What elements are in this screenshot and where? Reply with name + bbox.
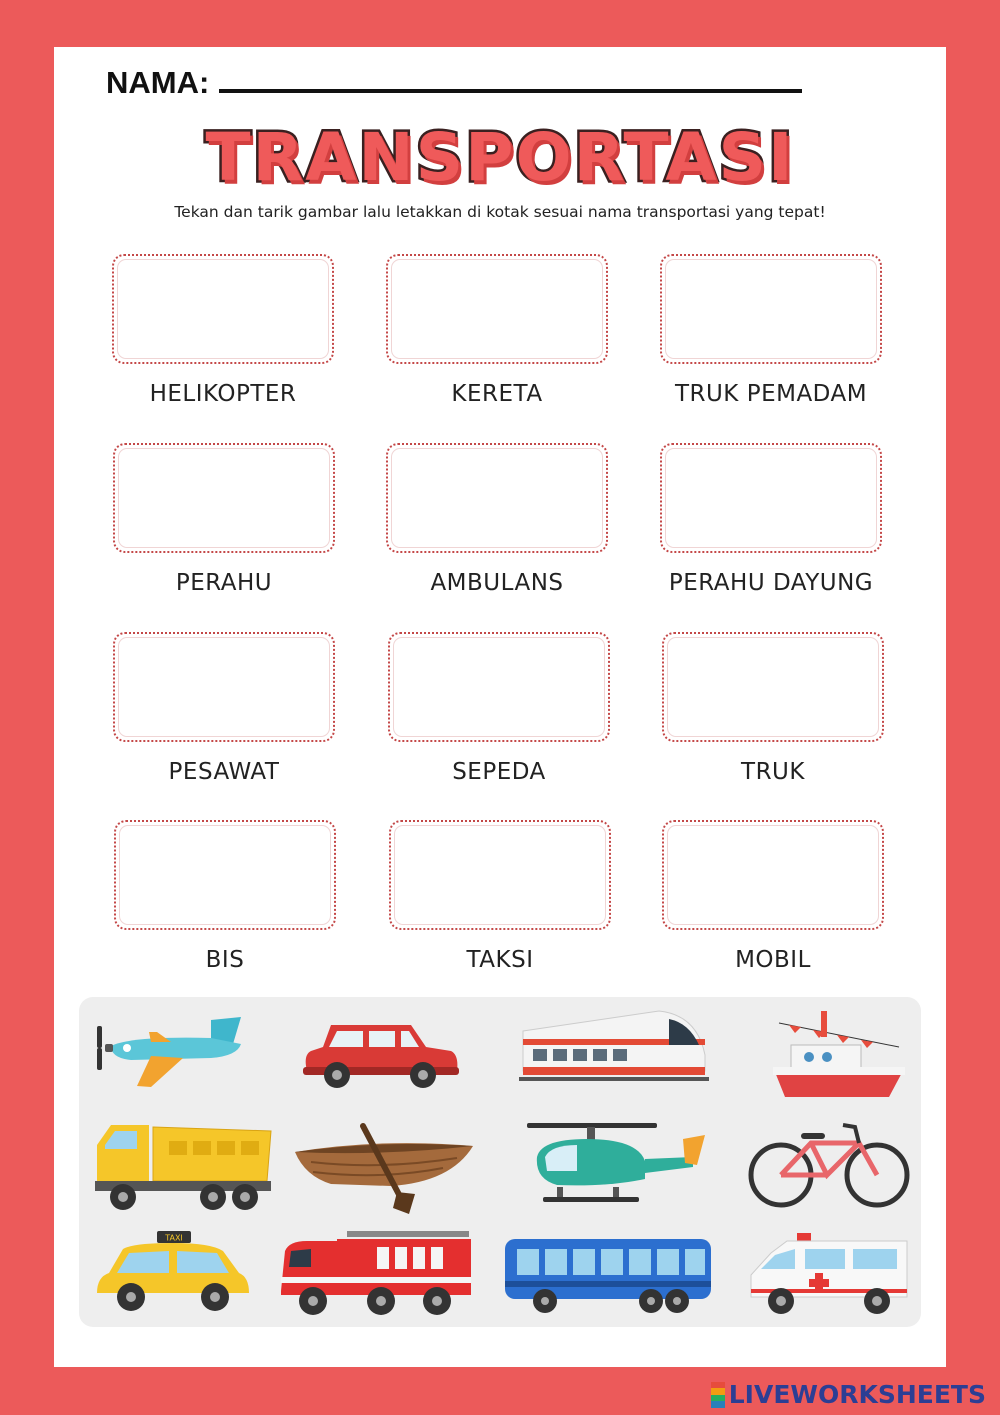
dump-truck-draggable[interactable] (91, 1115, 276, 1215)
drop-box-sepeda[interactable] (388, 632, 610, 742)
liveworksheets-logo (711, 1380, 986, 1409)
drop-box-kereta[interactable] (386, 254, 608, 364)
instruction-text: Tekan dan tarik gambar lalu letakkan di kotak sesuai nama transportasi yang tepat! (174, 203, 826, 221)
red-car-draggable[interactable] (301, 1015, 461, 1093)
label-sepeda: SEPEDA (452, 759, 546, 785)
name-row (106, 61, 802, 101)
drop-box-taksi[interactable] (389, 820, 611, 930)
label-perahu-dayung: PERAHU DAYUNG (668, 570, 874, 596)
ambulance-draggable[interactable] (747, 1229, 912, 1321)
drop-box-pesawat[interactable] (113, 632, 335, 742)
label-pesawat: PESAWAT (168, 759, 280, 785)
drop-box-ambulans[interactable] (386, 443, 608, 553)
bicycle-draggable[interactable] (747, 1119, 912, 1214)
train-draggable[interactable] (519, 1005, 709, 1085)
drop-box-perahu[interactable] (113, 443, 335, 553)
brand-name: LIVEWORKSHEETS (728, 1380, 986, 1409)
label-truk: TRUK (741, 759, 805, 785)
label-bis: BIS (205, 947, 245, 973)
label-kereta: KERETA (451, 381, 543, 407)
drop-box-truk-pemadam[interactable] (660, 254, 882, 364)
drop-box-mobil[interactable] (662, 820, 884, 930)
fire-truck-draggable[interactable] (277, 1221, 477, 1321)
liveworksheets-icon (711, 1382, 725, 1408)
bus-draggable[interactable] (501, 1235, 716, 1320)
label-mobil: MOBIL (735, 947, 811, 973)
name-label: NAMA: (106, 65, 210, 100)
page-title: TRANSPORTASI (205, 119, 795, 196)
taxi-sign-label: TAXI (165, 1233, 183, 1243)
drop-box-perahu-dayung[interactable] (660, 443, 882, 553)
worksheet (54, 47, 946, 1367)
drop-box-bis[interactable] (114, 820, 336, 930)
label-truk-pemadam: TRUK PEMADAM (674, 381, 868, 407)
ship-draggable[interactable] (769, 1005, 909, 1105)
label-ambulans: AMBULANS (430, 570, 564, 596)
airplane-draggable[interactable] (91, 1012, 261, 1092)
taxi-draggable[interactable] (93, 1225, 253, 1320)
drop-box-helikopter[interactable] (112, 254, 334, 364)
vehicle-tray (79, 997, 921, 1327)
helicopter-draggable[interactable] (517, 1117, 709, 1212)
label-taksi: TAKSI (466, 947, 534, 973)
drop-box-truk[interactable] (662, 632, 884, 742)
label-helikopter: HELIKOPTER (149, 381, 297, 407)
rowboat-draggable[interactable] (291, 1122, 476, 1217)
label-perahu: PERAHU (175, 570, 273, 596)
name-input-line[interactable] (219, 89, 802, 93)
